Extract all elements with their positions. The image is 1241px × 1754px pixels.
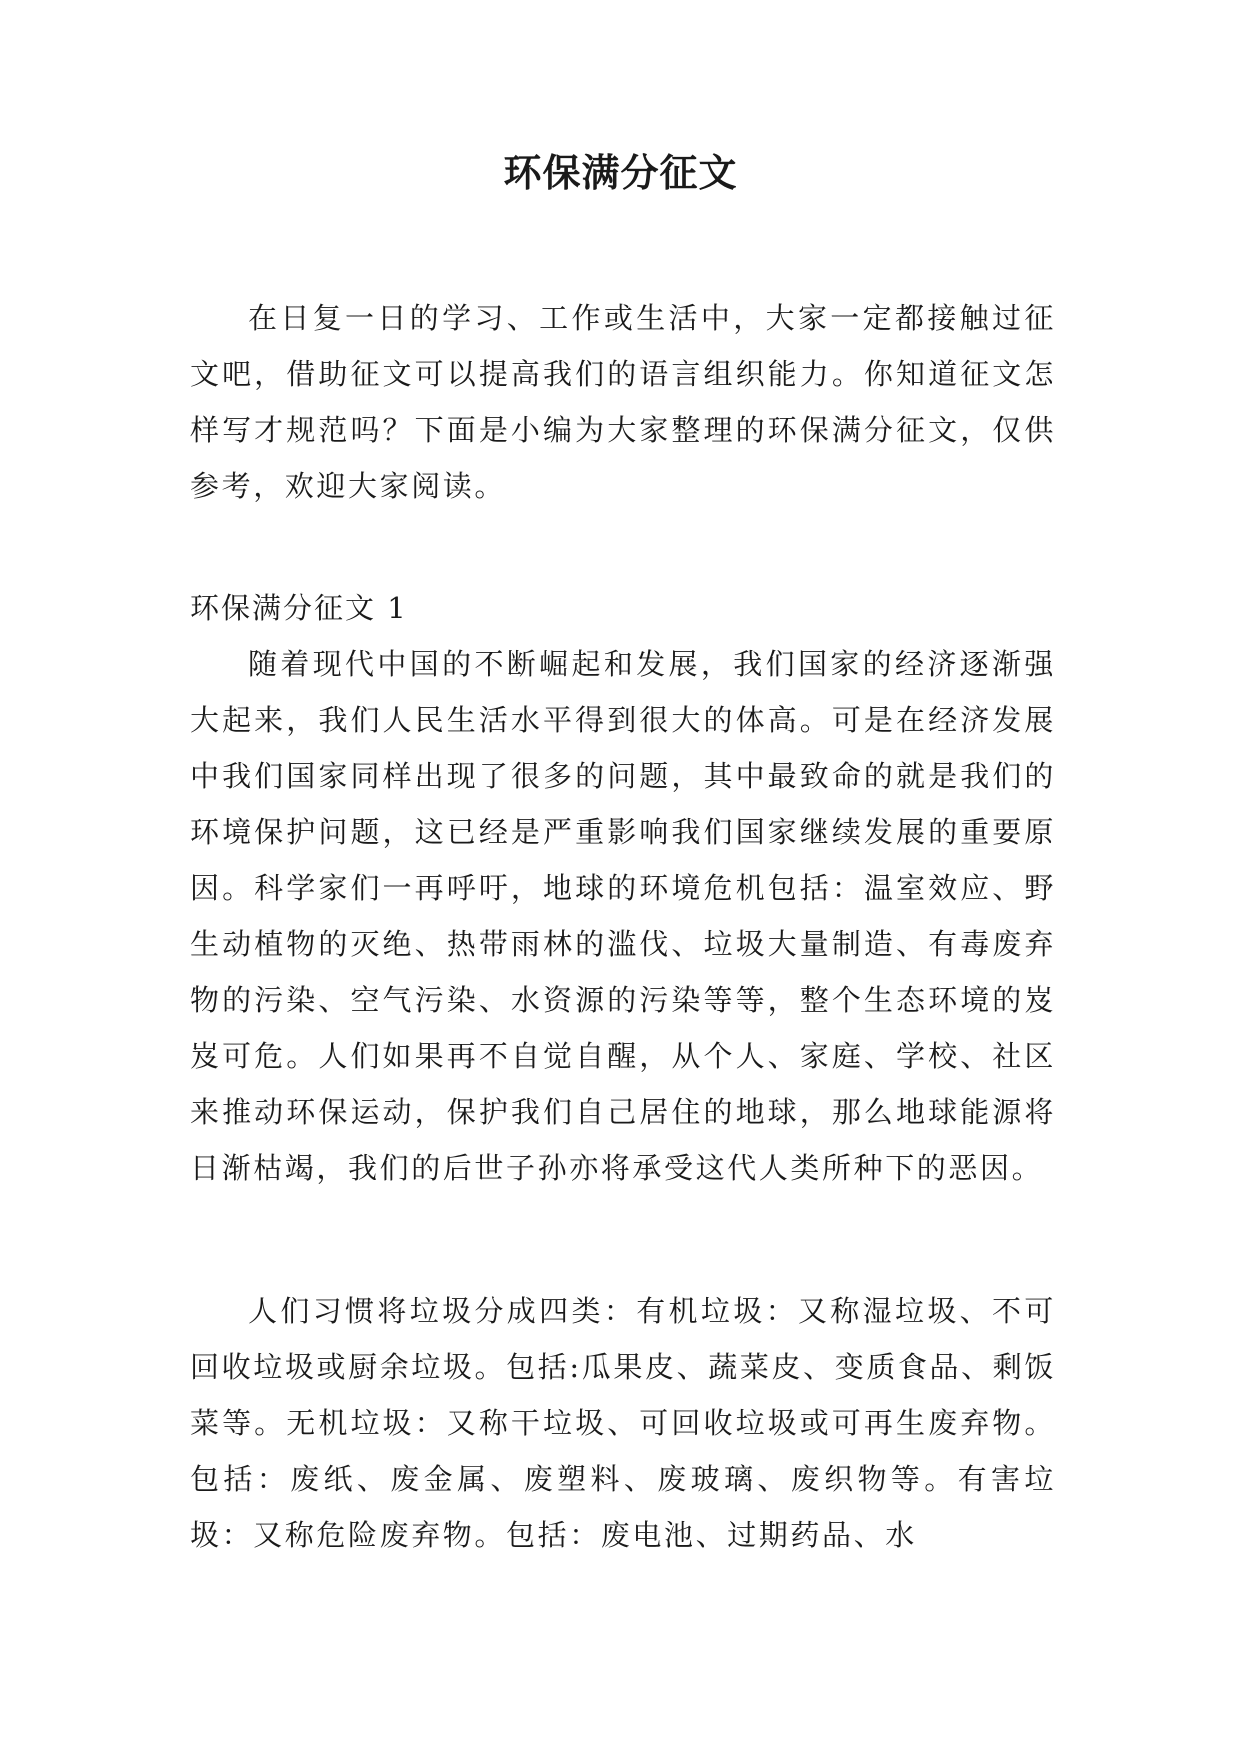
intro-paragraph: 在日复一日的学习、工作或生活中，大家一定都接触过征文吧，借助征文可以提高我们的语言组织能力。你知道征文怎样写才规范吗？下面是小编为大家整理的环保满分征文，仅供参考，欢迎大家阅读。 <box>190 301 1056 503</box>
document-title: 环保满分征文 <box>503 150 738 195</box>
body-paragraph-2: 人们习惯将垃圾分成四类：有机垃圾：又称湿垃圾、不可回收垃圾或厨余垃圾。包括:瓜果皮、蔬菜皮、变质食品、剩饭菜等。无机垃圾：又称干垃圾、可回收垃圾或可再生废弃物。包括：废纸、废金属、废塑料、废玻璃、废织物等。有害垃圾：又称危险废弃物。包括：废电池、过期药品、水 <box>190 1294 1056 1552</box>
section-heading: 环保满分征文 1 <box>190 591 408 625</box>
body-paragraph-1: 随着现代中国的不断崛起和发展，我们国家的经济逐渐强大起来，我们人民生活水平得到很大的体高。可是在经济发展中我们国家同样出现了很多的问题，其中最致命的就是我们的环境保护问题，这已经是严重影响我们国家继续发展的重要原因。科学家们一再呼吁，地球的环境危机包括：温室效应、野生动植物的灭绝、热带雨林的滥伐、垃圾大量制造、有毒废弃物的污染、空气污染、水资源的污染等等，整个生态环境的岌岌可危。人们如果再不自觉自醒，从个人、家庭、学校、社区来推动环保运动，保护我们自己居住的地球，那么地球能源将日渐枯竭，我们的后世子孙亦将承受这代人类所种下的恶因。 <box>190 647 1056 1185</box>
